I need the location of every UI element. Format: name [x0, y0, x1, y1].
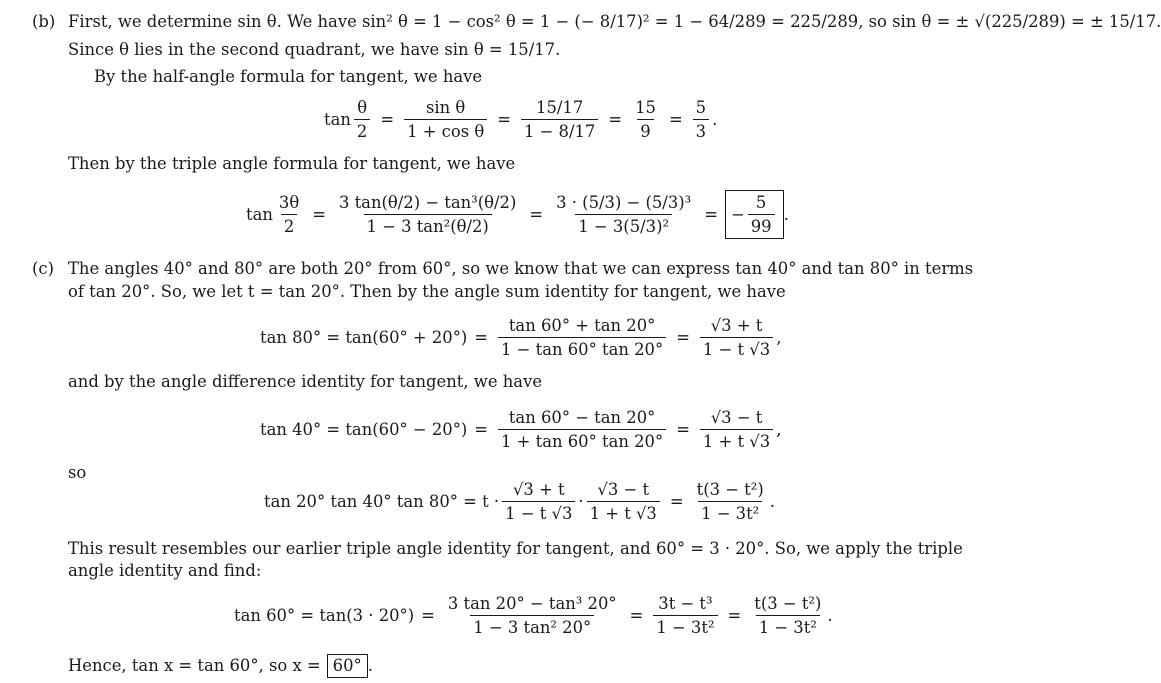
eq5-f2-num: √3 − t: [597, 479, 650, 499]
eq2-f1-num: 3 tan(θ/2) − tan³(θ/2): [338, 192, 517, 212]
eq5-f1-num: √3 + t: [512, 479, 565, 499]
eq6-f1-num: 3 tan 20° − tan³ 20°: [447, 593, 617, 613]
boxed-answer-c: 60°: [327, 654, 368, 678]
eq1-f4-num: 5: [695, 97, 707, 117]
part-b-line-3: By the half-angle formula for tangent, we have: [94, 67, 483, 86]
part-b-line-4: Then by the triple angle formula for tangent, we have: [68, 154, 516, 173]
eq6-f1-den: 1 − 3 tan² 20°: [470, 615, 594, 637]
answer-b-den: 99: [748, 214, 775, 236]
part-b-label: (b): [32, 12, 56, 31]
eq5-f2-den: 1 + t √3: [587, 501, 660, 523]
answer-b-sign: −: [730, 204, 745, 224]
boxed-answer-b: [725, 190, 784, 239]
eq1-f3-num: 15: [635, 97, 656, 117]
eq2-f2-num: 3 · (5/3) − (5/3)³: [556, 192, 692, 212]
part-c-line-4: This result resembles our earlier triple angle identity for tangent, and 60° = 3 · 20°. So, we apply the triple: [68, 539, 963, 558]
eq6-f3-den: 1 − 3t²: [756, 615, 820, 637]
eq5-lhs: tan 20° tan 40° tan 80° = t ·: [264, 491, 500, 511]
angle-sum-equation: tan 80° = tan(60° + 20°) = $\frac{\tan 60^\circ + \tan 20^\circ}{1 - \tan 60^\circ \tan 20^\circ}$ = $\frac{√3 + t}{1 - t √3}$ ,: [260, 315, 782, 359]
eq3-lhs: tan 80° = tan(60° + 20°): [260, 327, 468, 347]
eq6-lhs: tan 60° = tan(3 · 20°): [234, 605, 415, 625]
eq4-f2-num: √3 − t: [710, 407, 763, 427]
triple-angle-equation: tan $\frac{3\theta}{2}$ = $\frac{\text{3 tan(θ/2) − tan³(θ/2)}}{\text{1 − 3 tan²(θ/2)}}$ = $\frac{\text{3 · (5/3) − (5/3)³}}{\text{1 − 3(5/3)²}}$ = − $\frac{5}{99}$ .: [246, 188, 789, 240]
part-c-label: (c): [32, 259, 54, 278]
answer-b-num: 5: [755, 192, 767, 212]
part-b-line-1: [68, 12, 1161, 32]
eq5-f3-num: t(3 − t²): [696, 479, 764, 499]
eq1-f2-num: 15/17: [536, 97, 584, 117]
so-text: so: [68, 463, 87, 482]
eq2-f2-den: 1 − 3(5/3)²: [575, 214, 672, 236]
eq1-f4-den: 3: [693, 119, 709, 141]
eq3-f2-num: √3 + t: [710, 315, 763, 335]
eq4-f1-den: 1 + tan 60° tan 20°: [498, 429, 666, 451]
triple-angle-identity-equation: tan 60° = tan(3 · 20°) = $\frac{\text{3 tan 20° − tan³ 20°}}{\text{1 − 3 tan² 20°}}$ = $\frac{\text{3t − t³}}{\text{1 − 3t²}}$ = $\frac{\text{t(3 − t²)}}{\text{1 − 3t²}}$ .: [234, 593, 833, 637]
eq2-lhs: tan: [246, 204, 273, 224]
part-c-line-3: and by the angle difference identity for tangent, we have: [68, 372, 543, 391]
final-line: Hence, tan x = tan 60°, so x = 60° .: [68, 654, 373, 678]
eq4-f1-num: tan 60° − tan 20°: [508, 407, 656, 427]
eq3-f1-num: tan 60° + tan 20°: [508, 315, 656, 335]
product-equation: tan 20° tan 40° tan 80° = t · $\frac{√3 + t}{1 - t √3}$ · $\frac{√3 - t}{1 + t √3}$ = $\frac{\text{t(3 − t²)}}{\text{1 − 3t²}}$ .: [264, 479, 775, 523]
eq1-lhs: tan: [324, 109, 351, 129]
eq2-f1-den: 1 − 3 tan²(θ/2): [364, 214, 492, 236]
eq1-lhs-num: θ: [357, 97, 368, 117]
eq4-lhs: tan 40° = tan(60° − 20°): [260, 419, 468, 439]
eq1-lhs-den: 2: [354, 119, 370, 141]
eq4-f2-den: 1 + t √3: [700, 429, 773, 451]
part-b-line-1-text: First, we determine sin θ. We have sin² θ = 1 − cos² θ = 1 − (− 8/17)² = 1 − 64/289 = 225/289, so sin θ = ± √(225/289) = ± 15/17.: [68, 12, 1161, 31]
eq2-lhs-num: 3θ: [278, 192, 300, 212]
eq1-f1-num: sin θ: [426, 97, 466, 117]
eq5-f1-den: 1 − t √3: [502, 501, 575, 523]
eq1-f3-den: 9: [637, 119, 653, 141]
eq2-lhs-den: 2: [281, 214, 297, 236]
part-c-line-1: The angles 40° and 80° are both 20° from 60°, so we know that we can express tan 40° and tan 80° in terms: [68, 259, 974, 278]
part-c-line-5: angle identity and find:: [68, 561, 262, 580]
eq3-f2-den: 1 − t √3: [700, 337, 773, 359]
eq6-f2-num: 3t − t³: [658, 593, 713, 613]
eq1-f2-den: 1 − 8/17: [521, 119, 598, 141]
angle-difference-equation: tan 40° = tan(60° − 20°) = $\frac{\tan 60^\circ - \tan 20^\circ}{1 + \tan 60^\circ \tan 20^\circ}$ = $\frac{√3 - t}{1 + t √3}$ ,: [260, 407, 782, 451]
eq6-f3-num: t(3 − t²): [754, 593, 822, 613]
final-prefix: Hence, tan x = tan 60°, so x =: [68, 656, 321, 675]
eq3-f1-den: 1 − tan 60° tan 20°: [498, 337, 666, 359]
eq6-f2-den: 1 − 3t²: [653, 615, 717, 637]
eq5-f3-den: 1 − 3t²: [698, 501, 762, 523]
part-b-line-2: Since θ lies in the second quadrant, we have sin θ = 15/17.: [68, 40, 561, 59]
eq1-f1-den: 1 + cos θ: [404, 119, 487, 141]
half-angle-equation: tan $\frac{\theta}{2}$ = $\frac{\text{sin θ}}{\text{1 + cos θ}}$ = $\frac{15/17}{1 - 8/17}$ = $\frac{15}{9}$ = $\frac{5}{3}$ .: [324, 97, 718, 141]
part-c-line-2: of tan 20°. So, we let t = tan 20°. Then by the angle sum identity for tangent, we have: [68, 282, 786, 301]
